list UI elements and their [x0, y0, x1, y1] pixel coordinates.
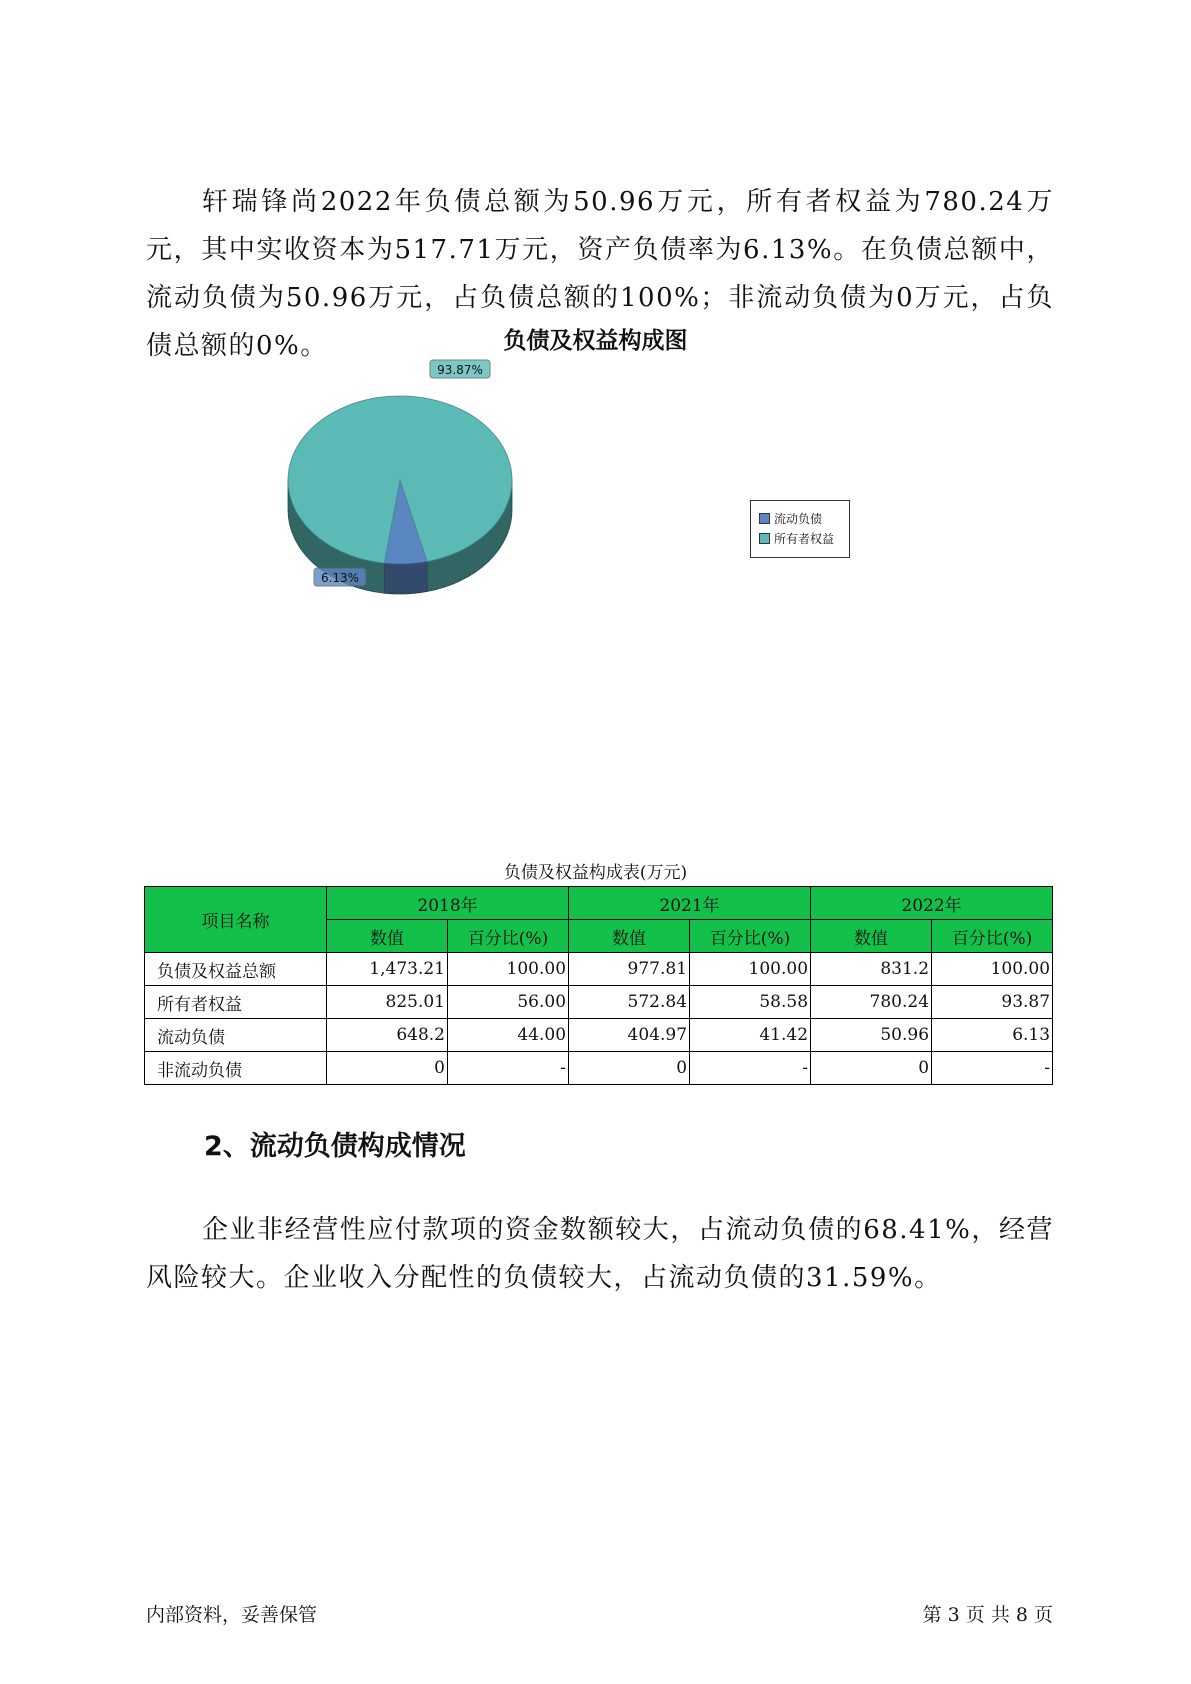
- pie-chart: [280, 363, 600, 640]
- subheader-percent: 百分比(%): [690, 920, 811, 953]
- subheader-value: 数值: [569, 920, 690, 953]
- table-caption: 负债及权益构成表(万元): [503, 863, 688, 883]
- table-cell: 44.00: [448, 1019, 569, 1052]
- legend-item-0: [759, 511, 822, 527]
- table-cell: 0: [327, 1052, 448, 1085]
- liability-equity-table: [144, 886, 1053, 1085]
- table-cell: 977.81: [569, 953, 690, 986]
- table-cell: -: [932, 1052, 1053, 1085]
- table-cell: 404.97: [569, 1019, 690, 1052]
- chart-title: 负债及权益构成图: [503, 328, 688, 354]
- table-cell: 572.84: [569, 986, 690, 1019]
- legend-swatch-0: [759, 513, 770, 524]
- table-cell: 56.00: [448, 986, 569, 1019]
- intro-paragraph: 轩瑞锋尚2022年负债总额为50.96万元，所有者权益为780.24万元，其中实收资本为517.71万元，资产负债率为6.13%。在负债总额中，流动负债为50.96万元，占负债总额的100%；非流动负债为0万元，占负债总额的0%。: [146, 187, 1054, 361]
- row-label: 非流动负债: [145, 1052, 327, 1085]
- chart-legend: [750, 500, 850, 558]
- table-cell: 100.00: [932, 953, 1053, 986]
- pie-side-0: [384, 562, 427, 594]
- section-heading: 2、流动负债构成情况: [204, 1131, 466, 1162]
- data-label-0: 6.13%: [320, 571, 360, 585]
- current-liability-paragraph: 企业非经营性应付款项的资金数额较大，占流动负债的68.41%，经营风险较大。企业收入分配性的负债较大，占流动负债的31.59%。: [146, 1215, 1054, 1293]
- header-year-2021: 2021年: [569, 887, 811, 920]
- table-cell: 0: [569, 1052, 690, 1085]
- data-label-1: 93.87%: [437, 363, 483, 377]
- table-cell: 825.01: [327, 986, 448, 1019]
- legend-label-0: 流动负债: [774, 512, 823, 526]
- table-cell: 648.2: [327, 1019, 448, 1052]
- legend-item-1: [759, 531, 834, 547]
- table-row: [145, 1019, 1053, 1052]
- table-cell: 0: [811, 1052, 932, 1085]
- subheader-percent: 百分比(%): [448, 920, 569, 953]
- table-cell: 100.00: [690, 953, 811, 986]
- table-cell: 93.87: [932, 986, 1053, 1019]
- subheader-percent: 百分比(%): [932, 920, 1053, 953]
- row-label: 所有者权益: [145, 986, 327, 1019]
- table-row: [145, 986, 1053, 1019]
- legend-swatch-1: [759, 533, 770, 544]
- subheader-value: 数值: [811, 920, 932, 953]
- legend-label-1: 所有者权益: [774, 532, 835, 546]
- table-cell: 831.2: [811, 953, 932, 986]
- footer-page-number: 第 3 页 共 8 页: [922, 1604, 1053, 1626]
- table-cell: -: [690, 1052, 811, 1085]
- table-cell: 1,473.21: [327, 953, 448, 986]
- header-year-2018: 2018年: [327, 887, 569, 920]
- header-year-2022: 2022年: [811, 887, 1053, 920]
- table-cell: 780.24: [811, 986, 932, 1019]
- table-row: [145, 1052, 1053, 1085]
- table-row: [145, 953, 1053, 986]
- table-cell: 50.96: [811, 1019, 932, 1052]
- footer-confidential-note: 内部资料，妥善保管: [146, 1604, 318, 1626]
- header-item-name: 项目名称: [145, 887, 327, 953]
- subheader-value: 数值: [327, 920, 448, 953]
- table-cell: 58.58: [690, 986, 811, 1019]
- row-label: 负债及权益总额: [145, 953, 327, 986]
- table-cell: 41.42: [690, 1019, 811, 1052]
- table-cell: -: [448, 1052, 569, 1085]
- table-cell: 100.00: [448, 953, 569, 986]
- table-cell: 6.13: [932, 1019, 1053, 1052]
- row-label: 流动负债: [145, 1019, 327, 1052]
